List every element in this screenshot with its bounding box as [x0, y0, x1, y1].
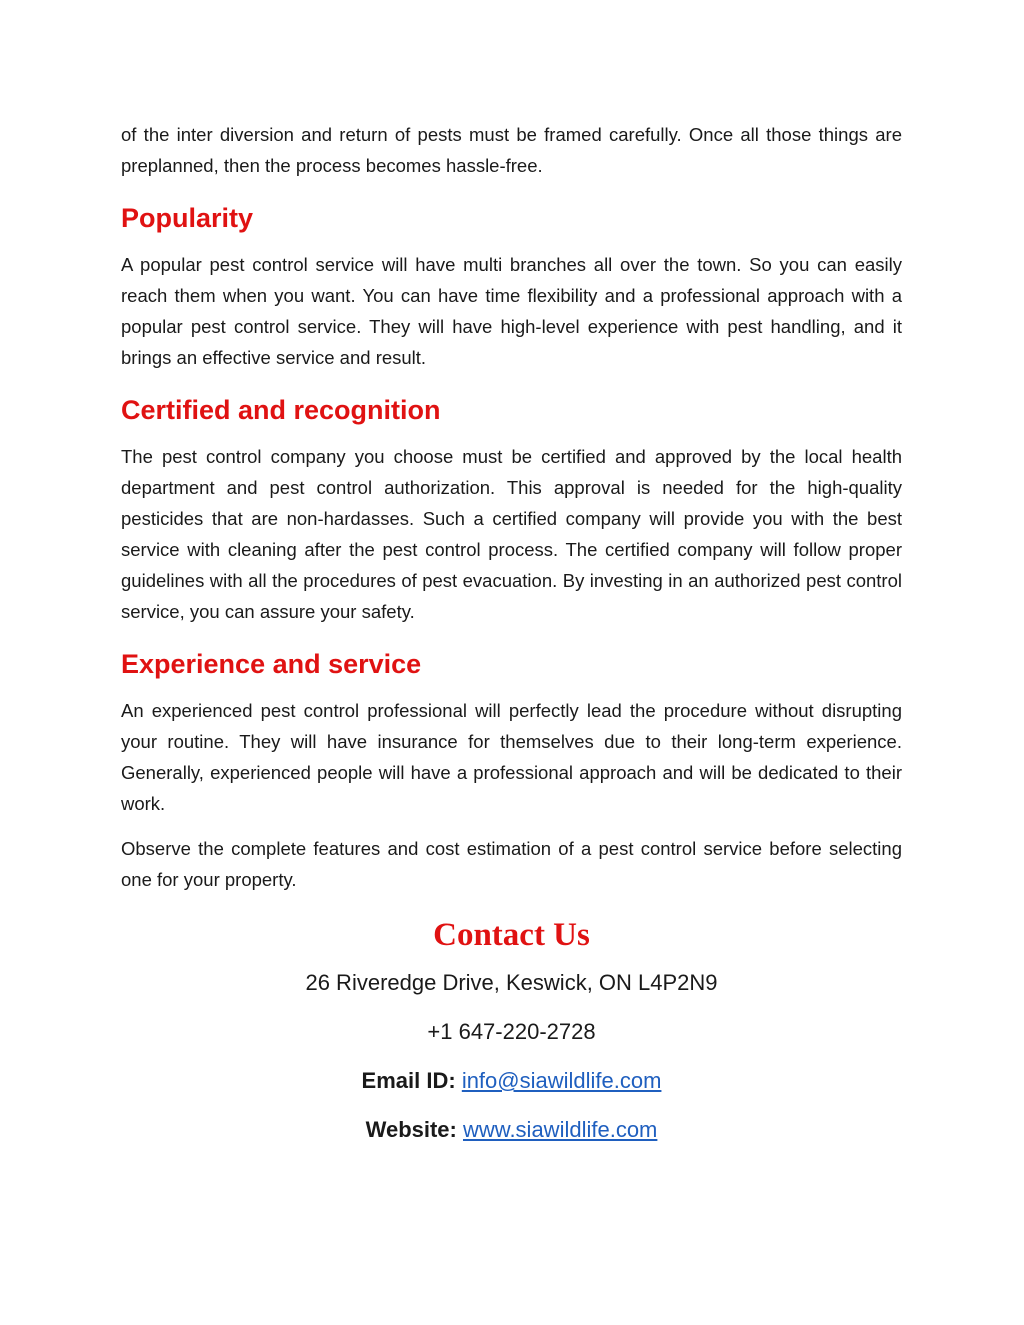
website-label: Website: — [365, 1117, 457, 1142]
contact-address: 26 Riveredge Drive, Keswick, ON L4P2N9 — [305, 970, 718, 995]
section-body-popularity: A popular pest control service will have multi branches all over the town. So you can easily reach them when you want. You can have time flexibility and a professional approach with a popular pest control service. They will have high-level experience with pest handling, and it brings an effective service and result. — [121, 254, 902, 368]
email-link[interactable]: info@siawildlife.com — [461, 1068, 662, 1093]
website-link[interactable]: www.siawildlife.com — [463, 1117, 658, 1142]
closing-paragraph: Observe the complete features and cost estimation of a pest control service before selecting one for your property. — [121, 838, 902, 890]
email-label: Email ID: — [361, 1068, 456, 1093]
contact-phone: +1 647-220-2728 — [427, 1019, 596, 1044]
document-page — [121, 119, 902, 1163]
section-body-experience: An experienced pest control professional will perfectly lead the procedure without disrupting your routine. They will have insurance for themselves due to their long-term experience. Generally, experienced people will have a professional approach and will be dedicated to their work. — [121, 700, 902, 814]
section-heading-certified: Certified and recognition — [121, 395, 441, 425]
contact-website-row — [121, 1114, 902, 1146]
contact-block — [121, 913, 902, 1146]
section-heading-popularity: Popularity — [121, 203, 254, 233]
section-heading-experience: Experience and service — [121, 649, 422, 679]
contact-title: Contact Us — [433, 917, 590, 953]
contact-email-row — [121, 1065, 902, 1097]
intro-paragraph: of the inter diversion and return of pests must be framed carefully. Once all those things are preplanned, then the process becomes hassle-free. — [121, 124, 902, 176]
section-body-certified: The pest control company you choose must be certified and approved by the local health department and pest control authorization. This approval is needed for the high-quality pesticides that are non-hardasses. Such a certified company will provide you with the best service with cleaning after the pest control process. The certified company will follow proper guidelines with all the procedures of pest evacuation. By investing in an authorized pest control service, you can assure your safety. — [121, 446, 902, 622]
